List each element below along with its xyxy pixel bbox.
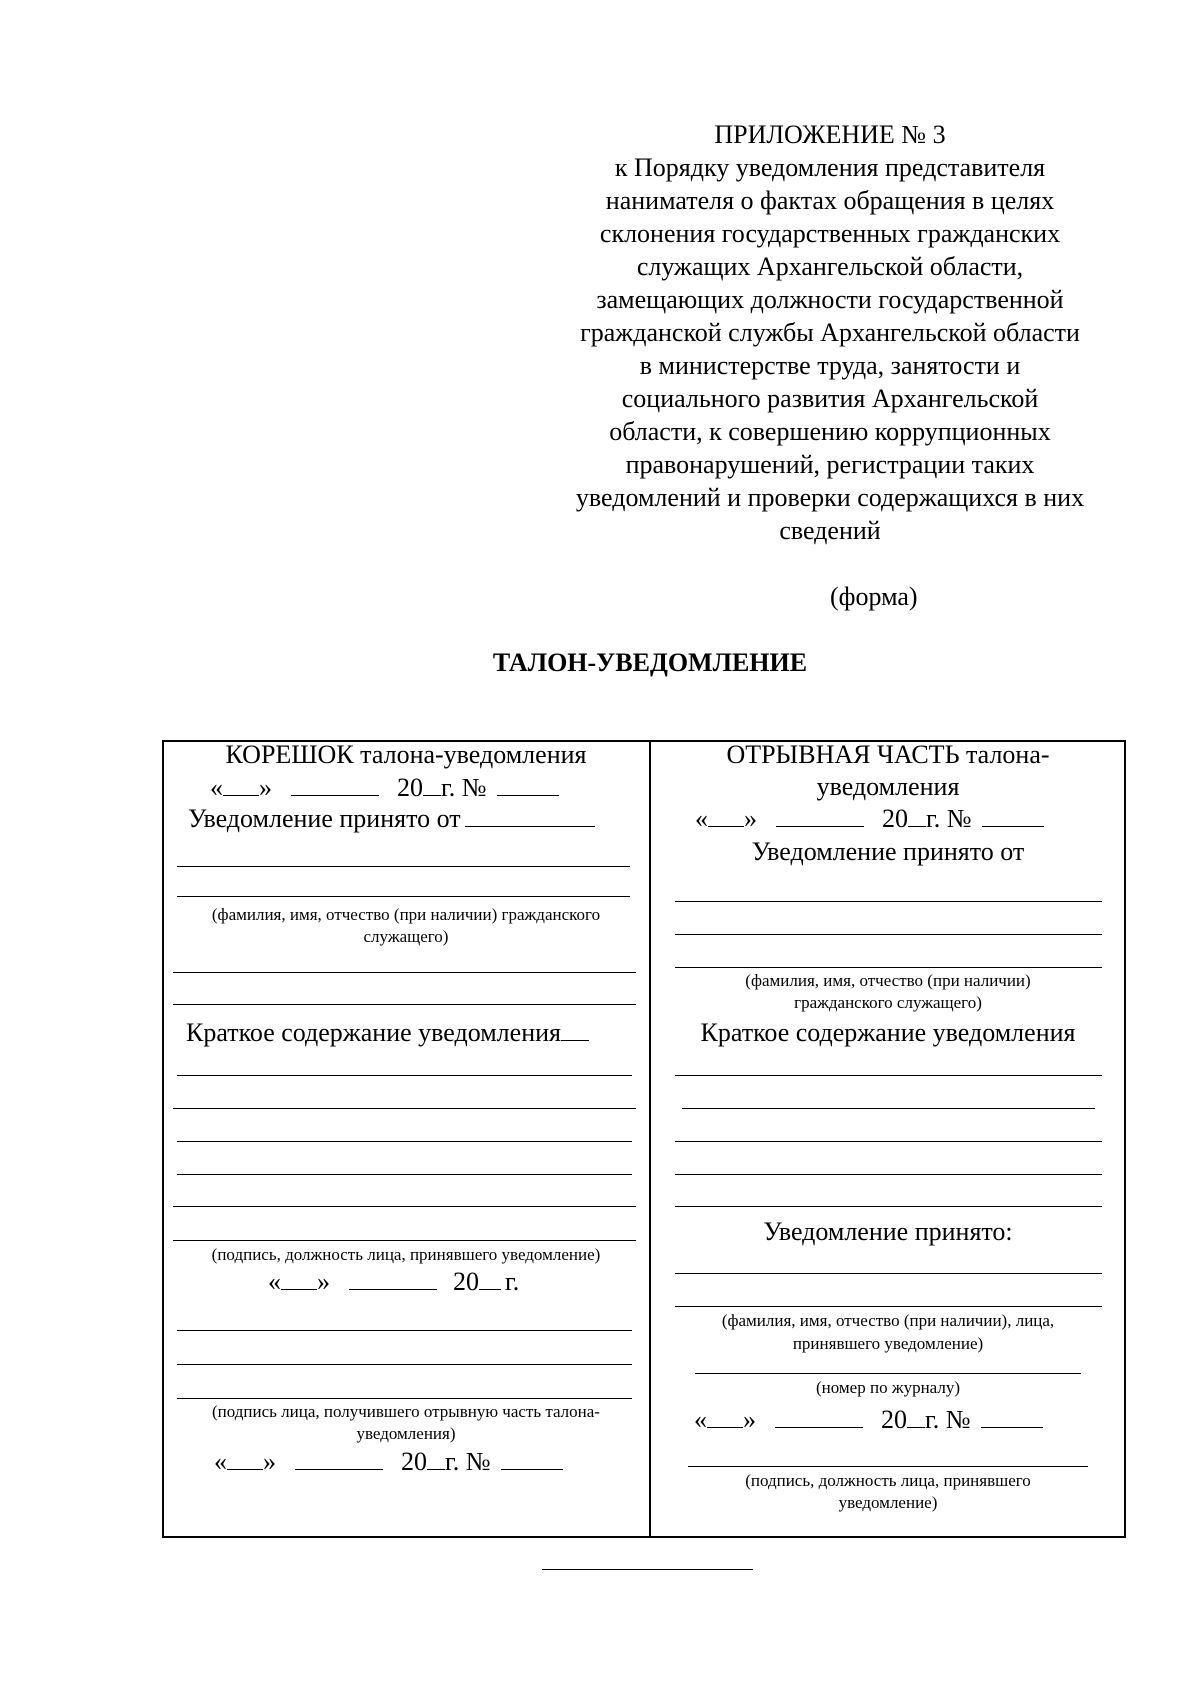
detach-journal-line[interactable]	[695, 1373, 1081, 1374]
detach-fio-line[interactable]	[675, 901, 1102, 902]
appendix-line: сведений	[779, 516, 881, 545]
detach-journal-caption: (номер по журналу)	[815, 1378, 961, 1397]
detach-fio-caption-2: гражданского служащего)	[794, 993, 982, 1012]
detach-accepted-caption-1: (фамилия, имя, отчество (при наличии), лица,	[721, 1311, 1055, 1330]
detach-summary-line[interactable]	[675, 1141, 1102, 1142]
detach-accepted-line[interactable]	[675, 1273, 1102, 1274]
stub-recipient-line[interactable]	[177, 1330, 632, 1331]
stub-fio-caption-2: служащего)	[363, 927, 449, 946]
form-label: (форма)	[830, 582, 918, 611]
detach-summary-line[interactable]	[682, 1108, 1095, 1109]
stub-summary-line[interactable]	[173, 1108, 636, 1109]
document-title: ТАЛОН-УВЕДОМЛЕНИЕ	[492, 648, 808, 677]
stub-summary-heading: Краткое содержание уведомления	[186, 1018, 589, 1048]
stub-fio-line-2[interactable]	[177, 896, 630, 897]
stub-recipient-caption-1: (подпись лица, получившего отрывную часть талона-	[212, 1402, 600, 1421]
appendix-line: к Порядку уведомления представителя	[614, 153, 1046, 182]
detach-sign-caption-2: уведомление)	[838, 1493, 938, 1512]
stub-received-from-field[interactable]	[465, 804, 595, 827]
appendix-line: в министерстве труда, занятости и	[639, 351, 1021, 380]
appendix-header	[560, 118, 1100, 547]
appendix-line: уведомлений и проверки содержащихся в них	[575, 483, 1085, 512]
detach-received-from: Уведомление принято от	[751, 837, 1025, 866]
detach-summary-heading: Краткое содержание уведомления	[700, 1018, 1076, 1047]
stub-summary-line[interactable]	[173, 1206, 636, 1207]
detach-date4-row: « » 20 г. №	[694, 1405, 1043, 1435]
stub-recipient-line[interactable]	[177, 1364, 632, 1365]
appendix-line: гражданской службы Архангельской области	[580, 318, 1080, 347]
detach-heading-1: ОТРЫВНАЯ ЧАСТЬ талона-	[726, 740, 1050, 769]
detach-summary-line[interactable]	[675, 1174, 1102, 1175]
detach-accepted-line[interactable]	[675, 1306, 1102, 1307]
stub-extra-line-1[interactable]	[173, 972, 636, 973]
appendix-line: замещающих должности государственной	[596, 285, 1064, 314]
stub-recipient-line[interactable]	[177, 1398, 632, 1399]
detach-heading-2: уведомления	[816, 772, 960, 801]
detach-date-row: « » 20 г. №	[695, 804, 1044, 834]
appendix-line: ПРИЛОЖЕНИЕ № 3	[714, 120, 946, 149]
stub-date3-row: « » 20 г. №	[214, 1447, 563, 1477]
stub-signature-caption: (подпись, должность лица, принявшего уведомление)	[211, 1245, 601, 1264]
stub-date-row: « » 20 г. №	[210, 773, 559, 803]
detach-sign-line[interactable]	[688, 1466, 1088, 1467]
stub-fio-line-1[interactable]	[177, 866, 630, 867]
stub-signature-line[interactable]	[173, 1240, 636, 1241]
stub-received-from: Уведомление принято от	[188, 804, 595, 834]
appendix-line: правонарушений, регистрации таких	[625, 450, 1035, 479]
stub-date2-row: « » 20 г.	[268, 1267, 520, 1296]
stub-summary-line[interactable]	[177, 1174, 632, 1175]
appendix-line: склонения государственных гражданских	[599, 219, 1061, 248]
stub-fio-caption-1: (фамилия, имя, отчество (при наличии) гражданского	[211, 905, 601, 924]
detach-fio-caption-1: (фамилия, имя, отчество (при наличии)	[745, 971, 1031, 990]
detach-fio-line[interactable]	[675, 967, 1102, 968]
stub-heading: КОРЕШОК талона-уведомления	[225, 740, 587, 769]
stub-extra-line-2[interactable]	[173, 1004, 636, 1005]
stub-summary-line[interactable]	[177, 1141, 632, 1142]
detach-sign-caption-1: (подпись, должность лица, принявшего	[745, 1471, 1031, 1490]
detach-accepted-caption-2: принявшего уведомление)	[792, 1334, 984, 1353]
appendix-line: нанимателя о фактах обращения в целях	[605, 186, 1055, 215]
appendix-line: социального развития Архангельской	[621, 384, 1039, 413]
stub-summary-line[interactable]	[177, 1075, 632, 1076]
detach-summary-line[interactable]	[675, 1075, 1102, 1076]
detach-summary-line[interactable]	[675, 1206, 1102, 1207]
appendix-line: области, к совершению коррупционных	[609, 417, 1051, 446]
detach-accepted-heading: Уведомление принято:	[763, 1217, 1013, 1246]
stub-recipient-caption-2: уведомления)	[356, 1424, 456, 1443]
appendix-line: служащих Архангельской области,	[636, 252, 1024, 281]
detach-fio-line[interactable]	[675, 934, 1102, 935]
footer-rule	[542, 1569, 753, 1570]
column-divider	[649, 740, 651, 1538]
